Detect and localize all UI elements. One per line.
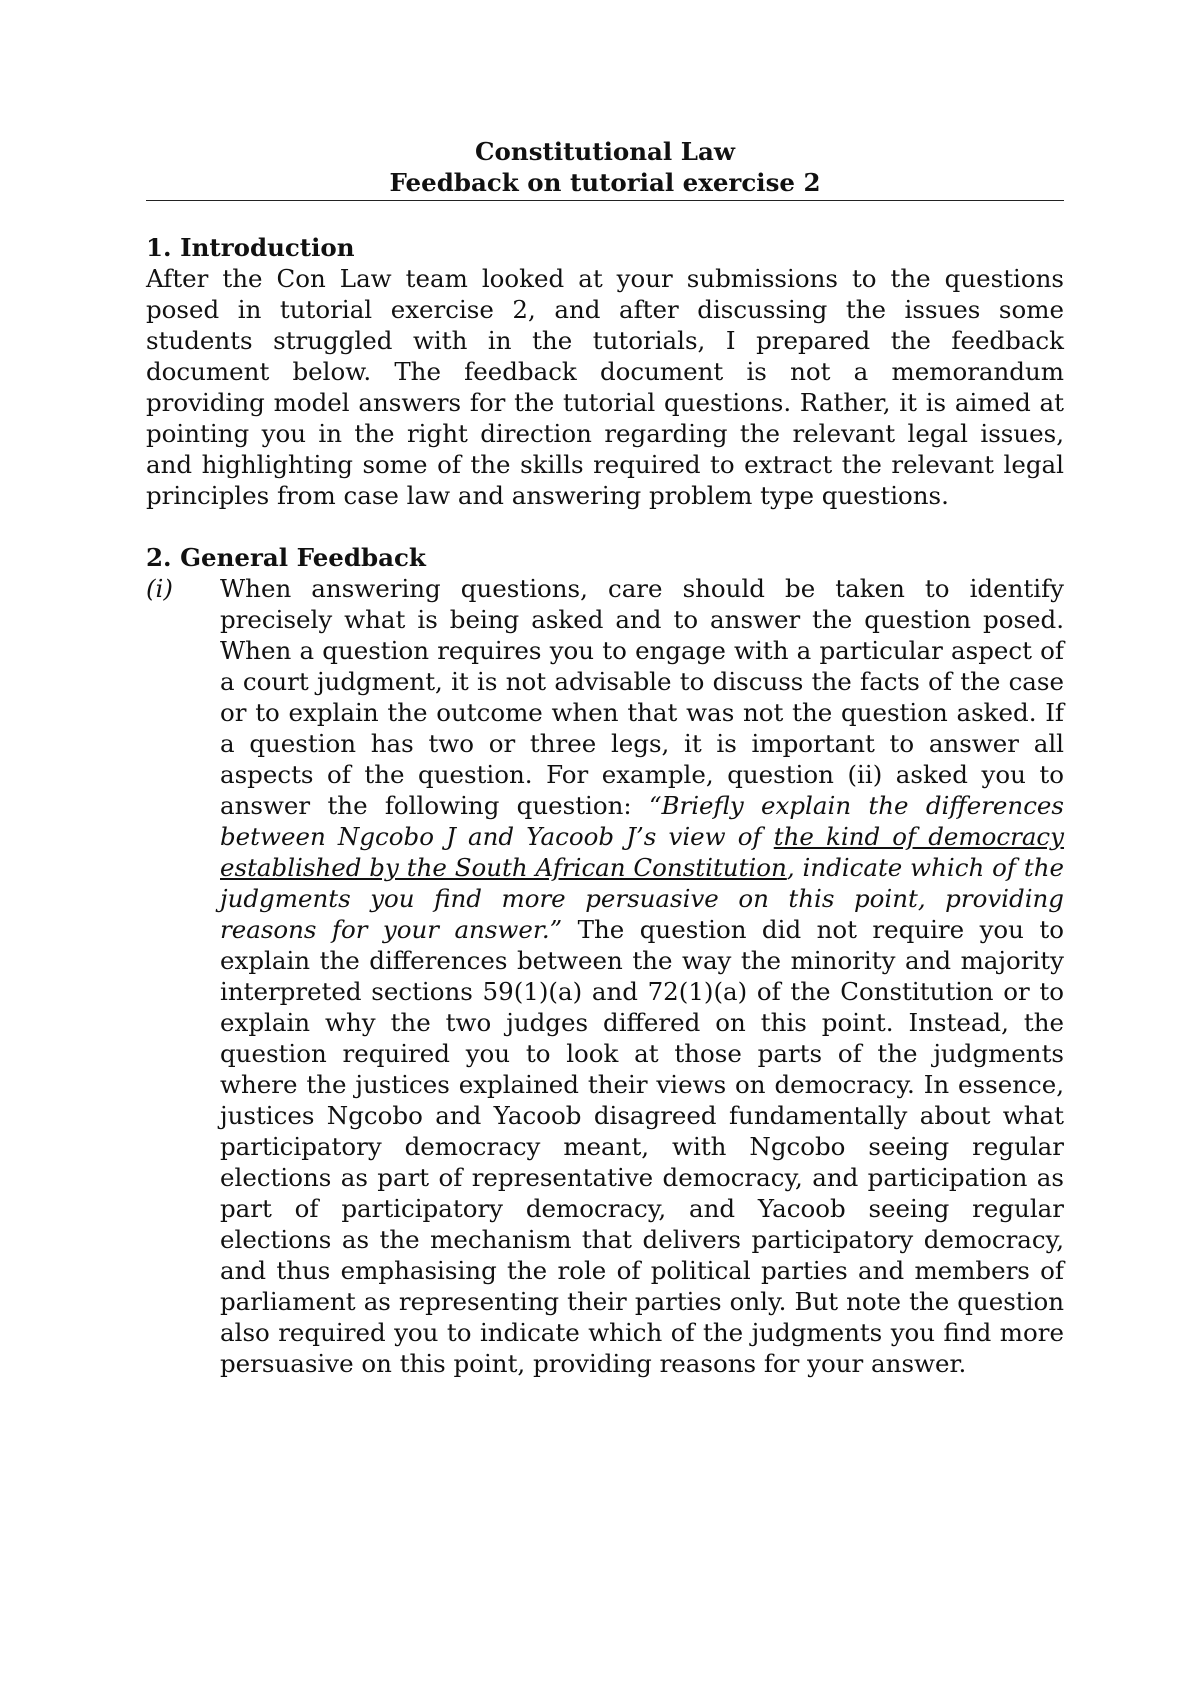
feedback-item xyxy=(146,573,1064,1379)
document-subtitle: Feedback on tutorial exercise 2 xyxy=(389,168,821,197)
feedback-text-after-quote: The question did not require you to explain the differences between the way the minority and majority interpreted sections 59(1)(a) and 72(1)(a) of the Constitution or to explain why the two judges differed on this point. Instead, the question required you to look at those parts of the judgments where the justices explained their views on democracy. In essence, justices Ngcobo and Yacoob disagreed fundamentally about what participatory democracy meant, with Ngcobo seeing regular elections as part of representative democracy, and participation as part of participatory democracy, and Yacoob seeing regular elections as the mechanism that delivers participatory democracy, and thus emphasising the role of political parties and members of parliament as representing their parties only. But note the question also required you to indicate which of the judgments you find more persuasive on this point, providing reasons for your answer. xyxy=(220,915,1064,1378)
feedback-item-body xyxy=(220,573,1064,1379)
title-divider xyxy=(146,200,1064,201)
introduction-paragraph: After the Con Law team looked at your submissions to the questions posed in tutorial exercise 2, and after discussing the issues some students struggled with in the tutorials, I prepared the feedback document below. The feedback document is not a memorandum providing model answers for the tutorial questions. Rather, it is aimed at pointing you in the right direction regarding the relevant legal issues, and highlighting some of the skills required to extract the relevant legal principles from case law and answering problem type questions. xyxy=(146,264,1064,510)
feedback-item-label: (i) xyxy=(146,574,173,603)
quote-part-1: “Briefly explain the differences between Ngcobo J and Yacoob J’s view of xyxy=(220,791,1064,851)
section-heading-general-feedback: 2. General Feedback xyxy=(146,543,426,572)
quote-part-2: , indicate which of the judgments you find more persuasive on this point, providing reasons for your answer.” xyxy=(220,853,1064,944)
document-title: Constitutional Law xyxy=(475,137,735,166)
document-page xyxy=(146,136,1064,1379)
section-heading-introduction: 1. Introduction xyxy=(146,233,355,262)
feedback-text-before-quote: When answering questions, care should be taken to identify precisely what is being asked and to answer the question posed. When a question requires you to engage with a particular aspect of a court judgment, it is not advisable to discuss the facts of the case or to explain the outcome when that was not the question asked. If a question has two or three legs, it is important to answer all aspects of the question. For example, question (ii) asked you to answer the following question: xyxy=(220,574,1064,820)
quote-underlined-phrase: the kind of democracy established by the South African Constitution xyxy=(220,822,1064,882)
